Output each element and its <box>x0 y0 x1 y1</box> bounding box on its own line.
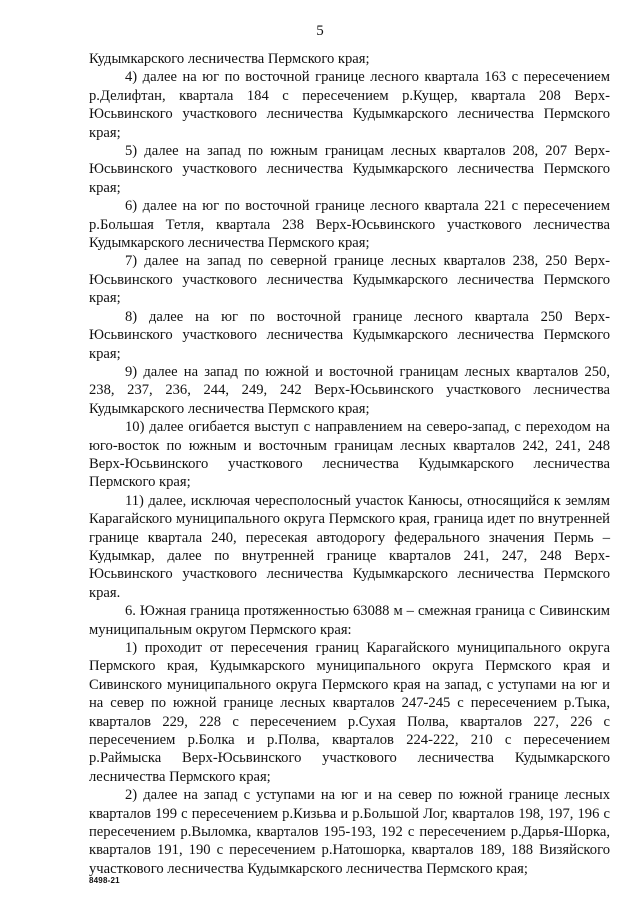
paragraph-item-10: 10) далее огибается выступ с направлением на северо-запад, с переходом на юго-восток по южным и восточным границам лесных кварталов 242, 241, 248 Верх-Юсьвинского участкового лесничества Кудымкарского лесничества Пермского края; <box>89 419 610 491</box>
paragraph-section-6-item-1: 1) проходит от пересечения границ Карагайского муниципального округа Пермского края, Кудымкарского муниципального округа Пермского края и Сивинского муниципального округа Пермского края на запад, с уступами на юг и на север по южной границе лесных кварталов 247-245 с пересечением р.Тыка, кварталов 229, 228 с пересечением р.Сухая Полва, кварталов 227, 226 с пересечением р.Болка и р.Полва, кварталов 224-222, 210 с пересечением р.Раймыска Верх-Юсьвинского участкового лесничества Кудымкарского лесничества Пермского края; <box>89 640 610 785</box>
paragraph-section-6-item-2: 2) далее на запад с уступами на юг и на север по южной границе лесных кварталов 199 с пересечением р.Кизьва и р.Большой Лог, кварталов 198, 197, 196 с пересечением р.Выломка, кварталов 195-193, 192 с пересечением р.Дарья-Шорка, кварталов 191, 190 с пересечением р.Натошорка, кварталов 189, 188 Визяйского участкового лесничества Кудымкарского лесничества Пермского края; <box>89 787 610 877</box>
section-6-heading-paragraph: 6. Южная граница протяженностью 63088 м – смежная граница с Сивинским муниципальным округом Пермского края: <box>89 603 610 638</box>
paragraph-continuation: Кудымкарского лесничества Пермского края; <box>89 51 370 67</box>
paragraph-item-9: 9) далее на запад по южной и восточной границам лесных кварталов 250, 238, 237, 236, 244, 249, 242 Верх-Юсьвинского участкового лесничества Кудымкарского лесничества Пермского края; <box>89 363 610 417</box>
paragraph-item-7: 7) далее на запад по северной границе лесных кварталов 238, 250 Верх-Юсьвинского участкового лесничества Кудымкарского лесничества Пермского края; <box>89 253 610 307</box>
paragraph-item-4: 4) далее на юг по восточной границе лесного квартала 163 с пересечением р.Делифтан, квартала 184 с пересечением р.Кущер, квартала 208 Верх-Юсьвинского участкового лесничества Кудымкарского лесничества Пермского края; <box>89 69 610 141</box>
page-number: 5 <box>316 23 324 39</box>
document-code: 8498-21 <box>89 876 120 885</box>
document-body <box>89 50 610 878</box>
paragraph-item-6: 6) далее на юг по восточной границе лесного квартала 221 с пересечением р.Большая Тетля, квартала 238 Верх-Юсьвинского участкового лесничества Кудымкарского лесничества Пермского края; <box>89 198 610 252</box>
paragraph-item-11: 11) далее, исключая чересполосный участок Канюсы, относящийся к землям Карагайского муниципального округа Пермского края, граница идет по внутренней границе квартала 240, пересекая автодорогу федерального значения Пермь – Кудымкар, далее по внутренней границе кварталов 241, 247, 248 Верх-Юсьвинского участкового лесничества Кудымкарского лесничества Пермского края. <box>89 492 610 601</box>
paragraph-item-8: 8) далее на юг по восточной границе лесного квартала 250 Верх-Юсьвинского участкового лесничества Кудымкарского лесничества Пермского края; <box>89 308 610 362</box>
paragraph-item-5: 5) далее на запад по южным границам лесных кварталов 208, 207 Верх-Юсьвинского участкового лесничества Кудымкарского лесничества Пермского края; <box>89 143 610 196</box>
